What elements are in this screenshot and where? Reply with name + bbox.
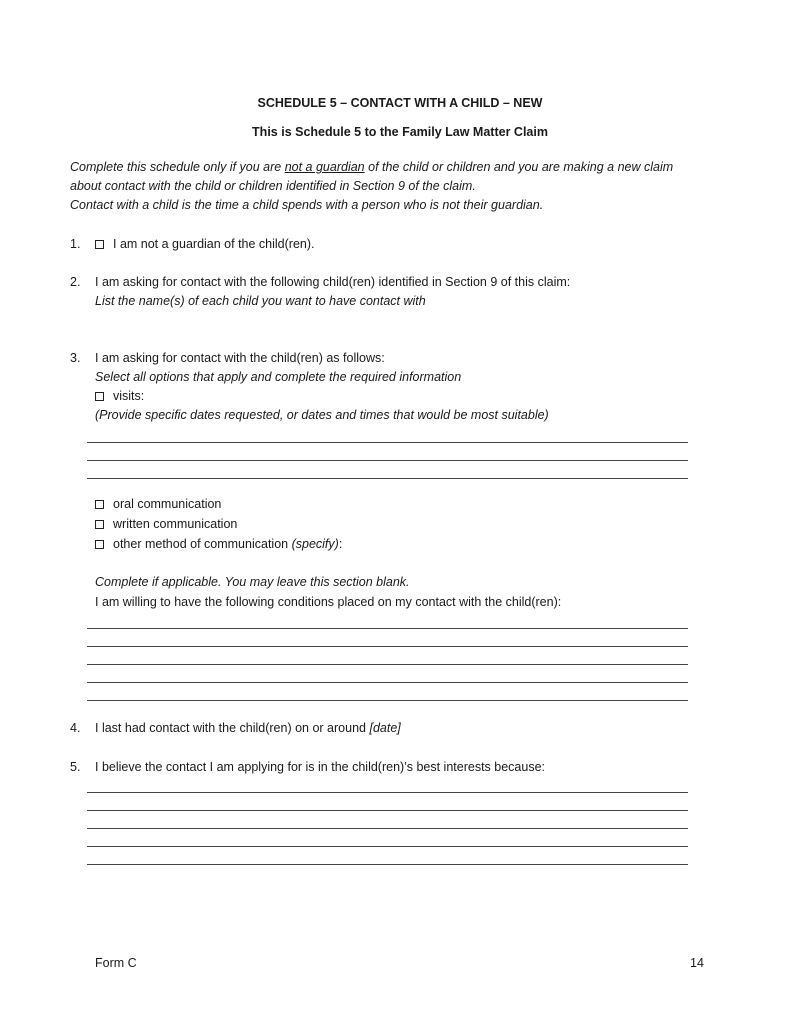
best-interests-answer-line[interactable] — [87, 810, 688, 811]
conditions-answer-line[interactable] — [87, 682, 688, 683]
other-method-checkbox[interactable] — [95, 540, 104, 549]
intro-underlined-text: not a guardian — [284, 160, 365, 174]
intro-line-1-end: of the child or children and you are making a new claim — [364, 160, 674, 174]
intro-line-3: Contact with a child is the time a child spends with a person who is not their guardian. — [70, 198, 544, 212]
not-guardian-checkbox[interactable] — [95, 240, 104, 249]
conditions-answer-line[interactable] — [87, 646, 688, 647]
item-2-text: I am asking for contact with the following child(ren) identified in Section 9 of this claim: — [95, 275, 571, 289]
written-row — [95, 517, 237, 531]
visits-row — [95, 389, 144, 403]
visits-answer-line[interactable] — [87, 442, 688, 443]
item-3-text: I am asking for contact with the child(ren) as follows: — [95, 351, 385, 365]
item-4-text: I last had contact with the child(ren) on or around — [95, 721, 370, 735]
item-3-number: 3. — [70, 351, 81, 365]
item-2-number: 2. — [70, 275, 81, 289]
oral-row — [95, 497, 221, 511]
schedule-subtitle: This is Schedule 5 to the Family Law Matter Claim — [252, 125, 548, 139]
schedule-title: SCHEDULE 5 – CONTACT WITH A CHILD – NEW — [257, 96, 543, 110]
visits-answer-line[interactable] — [87, 478, 688, 479]
other-method-colon: : — [338, 537, 343, 551]
visits-instruction: (Provide specific dates requested, or dates and times that would be most suitable) — [95, 408, 549, 422]
best-interests-answer-line[interactable] — [87, 792, 688, 793]
best-interests-answer-line[interactable] — [87, 846, 688, 847]
item-3-instruction: Select all options that apply and complete the required information — [95, 370, 462, 384]
item-1-number: 1. — [70, 237, 81, 251]
item-5-text: I believe the contact I am applying for is in the child(ren)’s best interests because: — [95, 760, 546, 774]
visits-checkbox[interactable] — [95, 392, 104, 401]
written-communication-label: written communication — [113, 517, 238, 531]
conditions-answer-line[interactable] — [87, 664, 688, 665]
best-interests-answer-line[interactable] — [87, 864, 688, 865]
intro-line-1-start: Complete this schedule only if you are — [70, 160, 285, 174]
visits-answer-line[interactable] — [87, 460, 688, 461]
item-4-number: 4. — [70, 721, 81, 735]
last-contact-date-field[interactable]: [date] — [369, 721, 401, 735]
item-2-instruction: List the name(s) of each child you want to have contact with — [95, 294, 426, 308]
conditions-text: I am willing to have the following conditions placed on my contact with the child(ren): — [95, 595, 562, 609]
other-method-label: other method of communication — [113, 537, 292, 551]
intro-line-2: about contact with the child or children identified in Section 9 of the claim. — [70, 179, 476, 193]
item-4-row — [95, 721, 401, 735]
conditions-instruction: Complete if applicable. You may leave this section blank. — [95, 575, 410, 589]
other-row — [95, 537, 342, 551]
conditions-answer-line[interactable] — [87, 628, 688, 629]
intro-line-1 — [70, 160, 673, 174]
oral-communication-checkbox[interactable] — [95, 500, 104, 509]
best-interests-answer-line[interactable] — [87, 828, 688, 829]
item-1-row — [95, 237, 315, 251]
oral-communication-label: oral communication — [113, 497, 222, 511]
written-communication-checkbox[interactable] — [95, 520, 104, 529]
page-number: 14 — [690, 956, 704, 970]
item-5-number: 5. — [70, 760, 81, 774]
conditions-answer-line[interactable] — [87, 700, 688, 701]
not-guardian-label: I am not a guardian of the child(ren). — [113, 237, 315, 251]
visits-label: visits: — [113, 389, 145, 403]
form-label: Form C — [95, 956, 137, 970]
other-method-specify: (specify) — [291, 537, 339, 551]
